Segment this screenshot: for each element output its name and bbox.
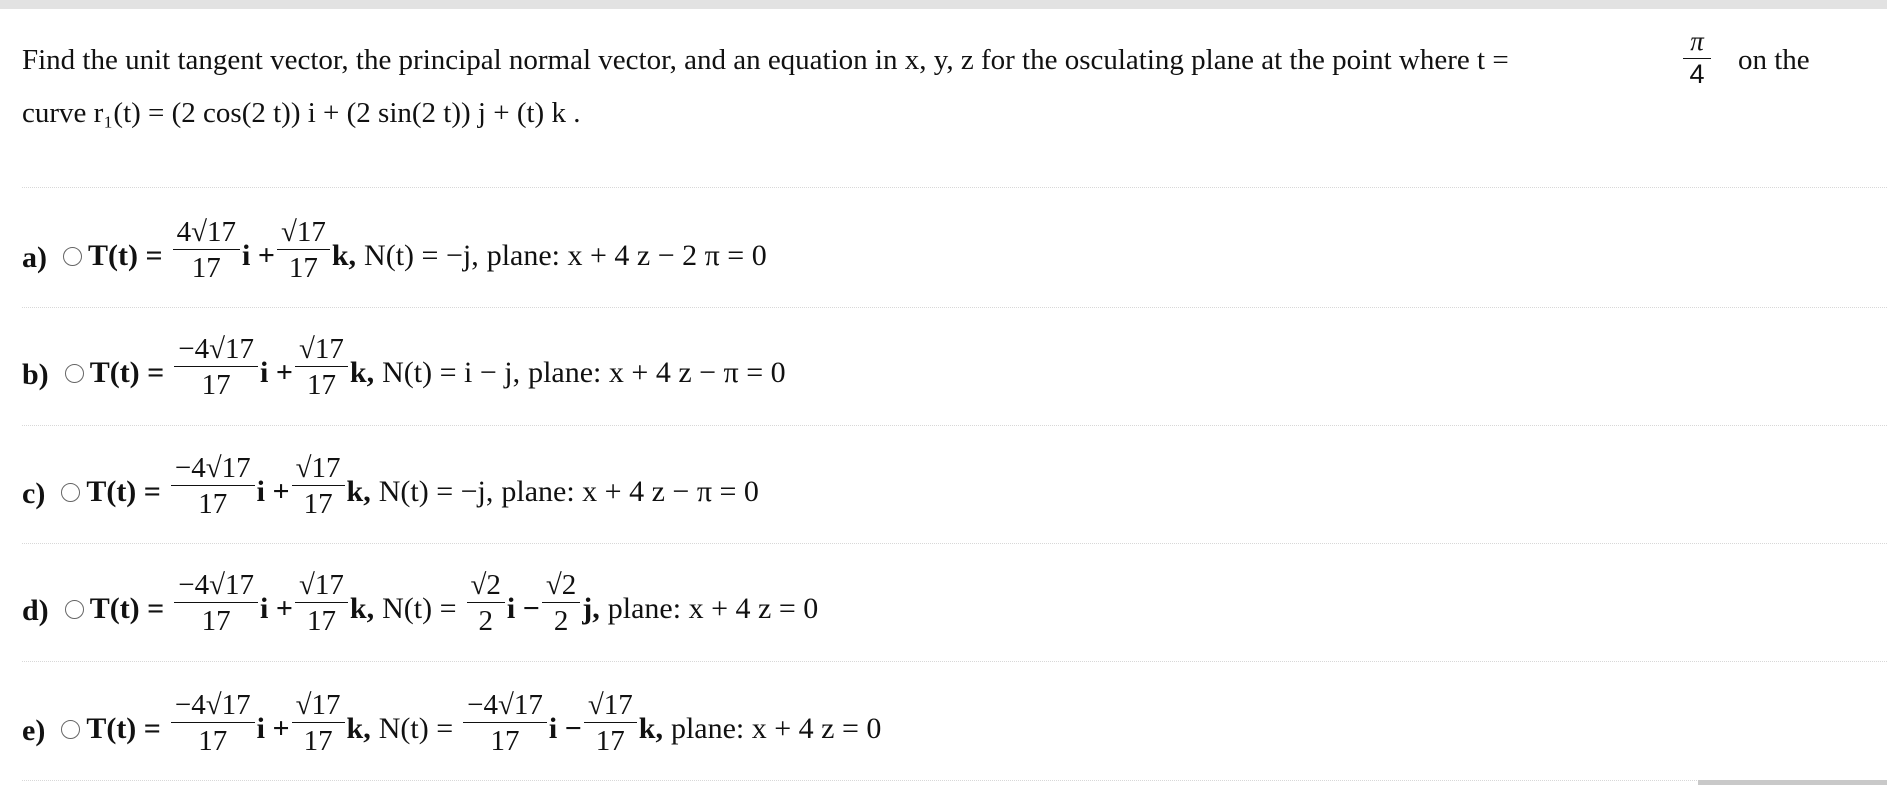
fraction-numerator: √17 [298, 332, 344, 365]
fraction-numerator: π [1690, 26, 1704, 56]
tangent-label: T(t) = [86, 475, 161, 508]
fraction-numerator: √17 [587, 688, 633, 721]
fraction-denominator: 17 [198, 487, 228, 520]
radio-button-e[interactable] [61, 720, 80, 739]
option-letter: a) [22, 241, 47, 274]
answer-option-e[interactable] [22, 683, 1872, 763]
option-letter: b) [22, 358, 49, 391]
tangent-label: T(t) = [89, 592, 165, 625]
tangent-tail: k, [346, 475, 371, 508]
tangent-operator: i + [260, 592, 293, 625]
normal-operator: i − [548, 712, 582, 745]
fraction-numerator: √2 [470, 568, 501, 601]
fraction-denominator: 4 [1689, 59, 1705, 89]
question-line-1-end: on the [1738, 44, 1810, 76]
tangent-operator: i + [256, 475, 290, 508]
divider [22, 425, 1887, 426]
fraction-denominator: 2 [478, 604, 493, 637]
tangent-tail: k, [349, 356, 375, 389]
normal-fraction-1 [463, 688, 547, 759]
tangent-label: T(t) = [89, 356, 165, 389]
fraction-denominator: 17 [306, 604, 336, 637]
tangent-tail: k, [349, 592, 375, 625]
fraction-denominator: 17 [306, 368, 336, 401]
fraction-denominator: 17 [198, 724, 228, 757]
plane-equation: plane: x + 4 z − π = 0 [501, 475, 759, 508]
tangent-fraction-2 [295, 332, 348, 403]
tangent-fraction-2 [292, 688, 345, 759]
divider [22, 543, 1887, 544]
fraction-numerator: −4√17 [178, 332, 255, 365]
divider [22, 307, 1887, 308]
option-letter: e) [22, 714, 46, 747]
fraction-numerator: −4√17 [174, 688, 251, 721]
fraction-numerator: √17 [295, 688, 341, 721]
tangent-fraction-1 [171, 451, 255, 522]
radio-button-b[interactable] [65, 364, 84, 383]
normal-fraction-1 [467, 568, 505, 639]
option-letter: c) [22, 477, 46, 510]
tangent-fraction-2 [292, 451, 345, 522]
fraction-numerator: −4√17 [467, 688, 543, 721]
answer-option-c[interactable] [22, 446, 1872, 526]
normal-operator: i − [506, 592, 540, 625]
fraction-numerator: √2 [545, 568, 577, 601]
fraction-denominator: 17 [303, 724, 333, 757]
plane-equation: plane: x + 4 z − π = 0 [528, 356, 786, 389]
answer-option-d[interactable] [22, 563, 1872, 643]
fraction-denominator: 17 [201, 368, 231, 401]
fraction-numerator: √17 [280, 215, 326, 248]
tangent-operator: i + [256, 712, 290, 745]
fraction-denominator: 2 [553, 604, 569, 637]
fraction-denominator: 17 [191, 251, 221, 284]
normal-label: N(t) = [382, 592, 457, 625]
fraction-numerator: 4√17 [176, 215, 236, 248]
tangent-fraction-1 [174, 568, 258, 639]
fraction-numerator: −4√17 [174, 451, 251, 484]
plane-equation: plane: x + 4 z − 2 π = 0 [486, 239, 767, 272]
fraction-numerator: √17 [295, 451, 341, 484]
radio-button-c[interactable] [61, 483, 80, 502]
plane-equation: plane: x + 4 z = 0 [607, 592, 819, 625]
divider [22, 187, 1887, 188]
normal-label: N(t) = −j, [378, 475, 494, 508]
question-line-2: curve r₁(t) = (2 cos(2 t)) i + (2 sin(2 t)) j + (t) k . [22, 97, 581, 129]
fraction-denominator: 17 [490, 724, 520, 757]
question-line-1: Find the unit tangent vector, the principal normal vector, and an equation in x, y, z for the osculating plane at the point where t = [22, 44, 1509, 76]
normal-label: N(t) = i − j, [382, 356, 521, 389]
tangent-fraction-1 [173, 215, 240, 286]
tangent-operator: i + [260, 356, 293, 389]
normal-fraction-2 [584, 688, 637, 759]
normal-tail: j, [582, 592, 600, 625]
tangent-operator: i + [242, 239, 275, 272]
divider [22, 661, 1887, 662]
normal-tail: k, [638, 712, 663, 745]
tangent-tail: k, [346, 712, 371, 745]
tangent-fraction-2 [295, 568, 348, 639]
pi-over-4-fraction [1680, 26, 1714, 89]
normal-label: N(t) = [378, 712, 454, 745]
divider [22, 780, 1887, 781]
fraction-denominator: 17 [201, 604, 231, 637]
tangent-tail: k, [331, 239, 357, 272]
plane-equation: plane: x + 4 z = 0 [670, 712, 882, 745]
radio-button-d[interactable] [65, 600, 84, 619]
normal-label: N(t) = −j, [364, 239, 479, 272]
option-letter: d) [22, 594, 49, 627]
scrollbar-thumb[interactable] [1698, 780, 1887, 785]
top-border-strip [0, 0, 1887, 9]
fraction-denominator: 17 [303, 487, 333, 520]
tangent-fraction-1 [174, 332, 258, 403]
fraction-numerator: −4√17 [178, 568, 255, 601]
tangent-label: T(t) = [86, 712, 161, 745]
fraction-denominator: 17 [595, 724, 625, 757]
tangent-fraction-1 [171, 688, 255, 759]
fraction-denominator: 17 [288, 251, 318, 284]
tangent-label: T(t) = [88, 239, 163, 272]
normal-fraction-2 [542, 568, 580, 639]
fraction-numerator: √17 [298, 568, 344, 601]
tangent-fraction-2 [277, 215, 330, 286]
answer-option-b[interactable] [22, 327, 1872, 407]
answer-option-a[interactable] [22, 210, 1872, 290]
radio-button-a[interactable] [63, 247, 82, 266]
